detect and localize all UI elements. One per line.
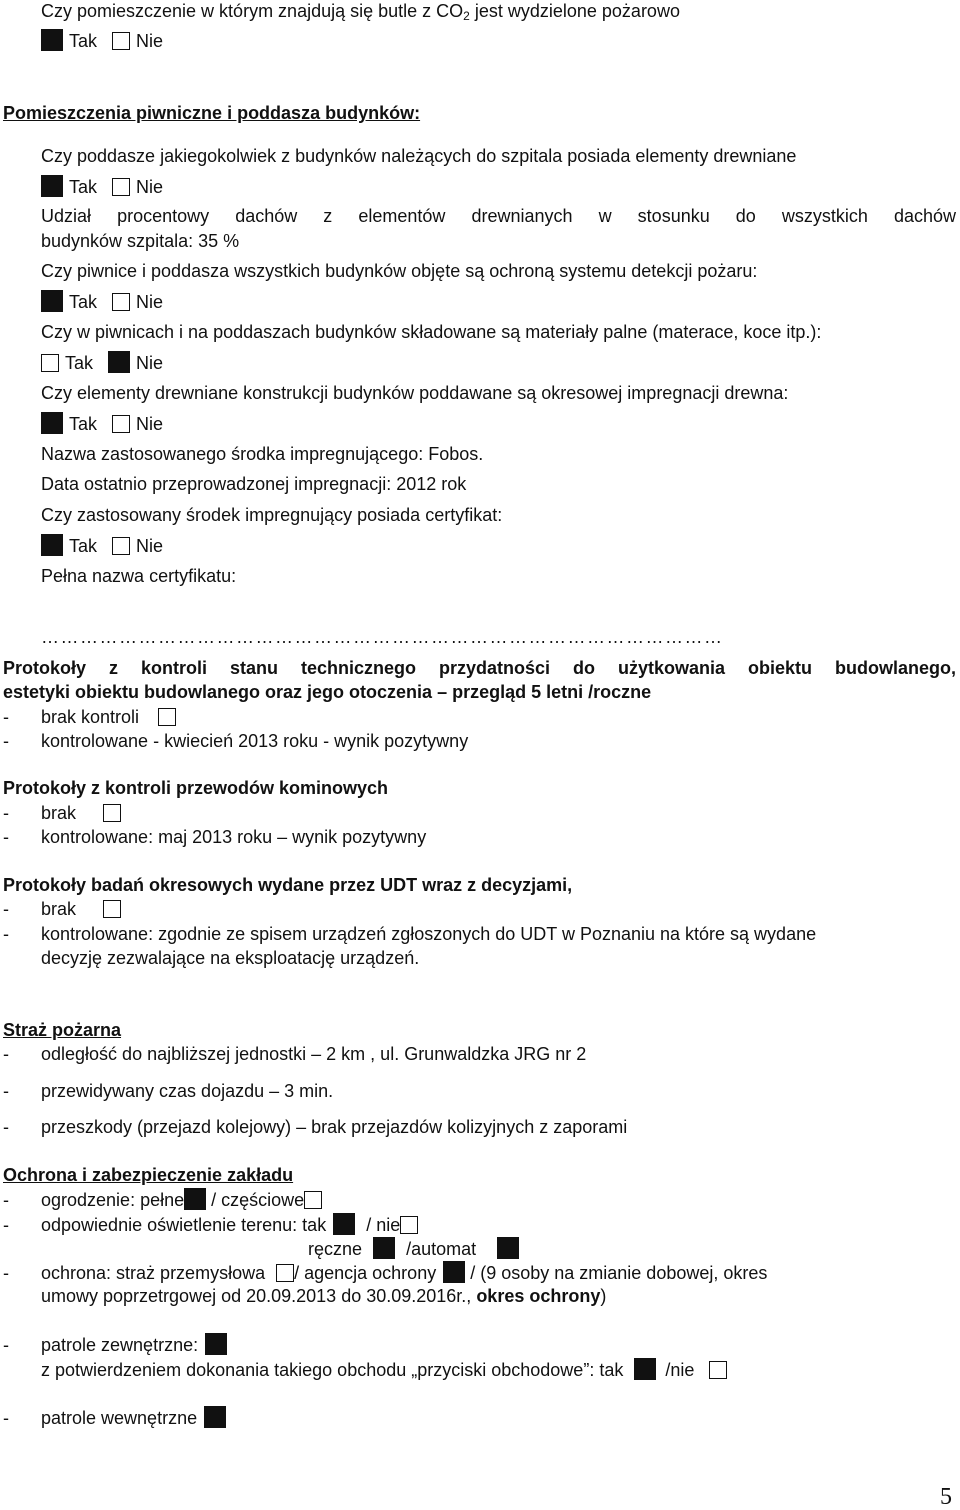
fire-brigade-distance: - odległość do najbliższej jednostki – 2 km , ul. Grunwaldzka JRG nr 2 [3,1044,587,1064]
storage-tak-checkbox[interactable] [41,354,59,372]
lighting-auto-checkbox[interactable] [497,1237,519,1259]
certificate-name-dots: …………………………………………………………………………………………… [41,627,724,647]
question-wooden-elements: Czy poddasze jakiegokolwiek z budynków należących do szpitala posiada elementy drewniane [41,146,797,166]
guard-industrial-checkbox[interactable] [276,1264,294,1282]
security-guard: - ochrona: straż przemysłowa / agencja ochrony / (9 osoby na zmianie dobowej, okres [3,1263,768,1283]
question-impregnation: Czy elementy drewniane konstrukcji budynków poddawane są okresowej impregnacji drewna: [41,383,789,403]
detection-tak-checkbox[interactable] [41,290,63,312]
chimney-item-controlled: - kontrolowane: maj 2013 roku – wynik pozytywny [3,827,427,847]
security-heading: Ochrona i zabezpieczenie zakładu [3,1165,294,1185]
certificate-options: Tak Nie [41,534,173,557]
tech-item-no-control: - brak kontroli [3,706,176,728]
wooden-tak-checkbox[interactable] [41,175,63,197]
detection-options: Tak Nie [41,290,173,313]
impregnation-agent: Nazwa zastosowanego środka impregnującego: Fobos. [41,444,484,464]
security-contract: umowy poprzetrgowej od 20.09.2013 do 30.09.2016r., okres ochrony) [41,1286,607,1306]
udt-none-checkbox[interactable] [103,900,121,918]
lighting-yes-checkbox[interactable] [333,1213,355,1235]
section-heading-attics: Pomieszczenia piwniczne i poddasza budynków: [3,103,421,123]
tech-protocol-heading-line1: Protokoły z kontroli stanu technicznego przydatności do użytkowania obiektu budowlanego, [3,658,956,678]
co2-tak-checkbox[interactable] [41,29,63,51]
detection-nie-checkbox[interactable] [112,293,130,311]
impregnation-options: Tak Nie [41,412,173,435]
page-number: 5 [940,1484,952,1510]
impregnation-date: Data ostatnio przeprowadzonej impregnacji: 2012 rok [41,474,467,494]
security-patrol-external: - patrole zewnętrzne: [3,1333,227,1356]
fire-brigade-obstacles: - przeszkody (przejazd kolejowy) – brak przejazdów kolizyjnych z zaporami [3,1117,628,1137]
udt-item-none: - brak [3,898,121,920]
udt-item-controlled-cont: decyzję zezwalające na eksploatację urządzeń. [41,948,420,968]
impregnation-nie-checkbox[interactable] [112,415,130,433]
security-patrol-confirmation: z potwierdzeniem dokonania takiego obchodu „przyciski obchodowe”: tak /nie [41,1358,727,1381]
security-patrol-internal: - patrole wewnętrzne [3,1406,226,1429]
chimney-item-none: - brak [3,802,121,824]
fire-brigade-time: - przewidywany czas dojazdu – 3 min. [3,1081,334,1101]
wooden-options: Tak Nie [41,175,173,198]
security-lighting: - odpowiednie oświetlenie terenu: tak / nie [3,1213,418,1236]
storage-nie-checkbox[interactable] [108,351,130,373]
chimney-heading: Protokoły z kontroli przewodów kominowych [3,778,389,798]
question-co2: Czy pomieszczenie w którym znajdują się butle z $CO_2$ jest wydzielone pożarowo [41,1,680,23]
question-certificate: Czy zastosowany środek impregnujący posiada certyfikat: [41,505,503,525]
security-fence: - ogrodzenie: pełne / częściowe [3,1188,322,1211]
certificate-nie-checkbox[interactable] [112,537,130,555]
impregnation-tak-checkbox[interactable] [41,412,63,434]
patrol-internal-checkbox[interactable] [204,1406,226,1428]
lighting-manual-checkbox[interactable] [373,1237,395,1259]
lighting-no-checkbox[interactable] [400,1216,418,1234]
storage-options: Tak Nie [41,351,173,374]
patrol-external-checkbox[interactable] [205,1333,227,1355]
guard-agency-checkbox[interactable] [443,1261,465,1283]
certificate-name-label: Pełna nazwa certyfikatu: [41,566,237,586]
roof-share-line2: budynków szpitala: 35 % [41,231,240,251]
roof-share-line1: Udział procentowy dachów z elementów drewnianych w stosunku do wszystkich dachów [41,206,956,226]
patrol-confirm-yes-checkbox[interactable] [634,1358,656,1380]
udt-heading: Protokoły badań okresowych wydane przez UDT wraz z decyzjami, [3,875,573,895]
patrol-confirm-no-checkbox[interactable] [709,1361,727,1379]
question-fire-detection: Czy piwnice i poddasza wszystkich budynków objęte są ochroną systemu detekcji pożaru: [41,261,758,281]
wooden-nie-checkbox[interactable] [112,178,130,196]
co2-nie-checkbox[interactable] [112,32,130,50]
udt-item-controlled: - kontrolowane: zgodnie ze spisem urządzeń zgłoszonych do UDT w Poznaniu na które są wydane [3,924,817,944]
chimney-none-checkbox[interactable] [103,804,121,822]
tech-item-controlled: - kontrolowane - kwiecień 2013 roku - wynik pozytywny [3,731,469,751]
certificate-tak-checkbox[interactable] [41,534,63,556]
no-control-checkbox[interactable] [158,708,176,726]
fire-brigade-heading: Straż pożarna [3,1020,122,1040]
fence-partial-checkbox[interactable] [304,1191,322,1209]
fence-full-checkbox[interactable] [184,1188,206,1210]
question-flammable-storage: Czy w piwnicach i na poddaszach budynków składowane są materiały palne (materace, koce itp.): [41,322,822,342]
security-lighting-mode: ręczne /automat [308,1237,519,1260]
co2-options: Tak Nie [41,29,173,52]
tech-protocol-heading-line2: estetyki obiektu budowlanego oraz jego otoczenia – przegląd 5 letni /roczne [3,682,652,702]
